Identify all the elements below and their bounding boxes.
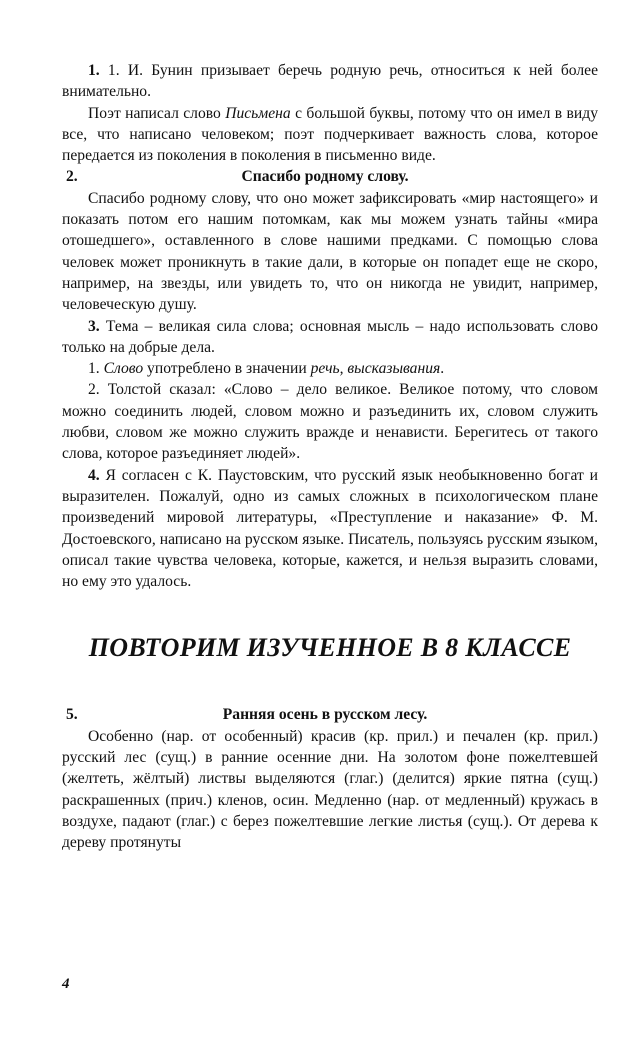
section-5-title: Ранняя осень в русском лесу. (222, 706, 428, 724)
section-3-paragraph-2: 1. Слово употреблено в значении речь, высказывания. (88, 360, 445, 378)
section-2-number: 2. (66, 168, 78, 186)
section-2-title: Спасибо родному слову. (241, 168, 409, 186)
section-5-number: 5. (66, 706, 78, 724)
section-1-paragraph-1: 1. 1. И. Бунин призывает беречь родную речь, относиться к ней более внимательно. (62, 62, 598, 101)
section-4-number: 4. (88, 466, 100, 484)
section-1-number: 1. (88, 62, 100, 79)
section-2-heading (62, 166, 598, 187)
page-body (62, 60, 598, 854)
section-4-paragraph: 4. Я согласен с К. Паустовским, что русский язык необыкновенно богат и выразителен. Пожалуй, одно из самых сложных в психологическом плане произведений мировой литературы, «Преступление и наказание» Ф. М. Достоевского, написано на русском языке. Писатель, пользуясь русским языком, описал такие чувства человека, которые, кажется, и нельзя выразить словами, но ему это удалось. (62, 466, 598, 591)
page-number: 4 (62, 976, 70, 992)
section-5-heading (62, 704, 598, 725)
section-1-paragraph-2: Поэт написал слово Письмена с большой буквы, потому что он имел в виду все, что написано человеком; поэт подчеркивает важность слова, которое передается из поколения в поколения в письменно виде. (62, 104, 598, 165)
section-3-number: 3. (88, 317, 100, 335)
section-3-paragraph-3: 2. Толстой сказал: «Слово – дело великое. Великое потому, что словом можно соединить людей, словом можно и разъединить их, словом служить любви, словом же можно служить вражде и ненависти. Берегитесь от такого слова, которое разъединяет людей». (62, 381, 598, 463)
section-3-paragraph-1: 3. Тема – великая сила слова; основная мысль – надо использовать слово только на добрые дела. (62, 317, 598, 356)
chapter-heading: ПОВТОРИМ ИЗУЧЕННОЕ В 8 КЛАССЕ (88, 633, 572, 663)
section-2-paragraph: Спасибо родному слову, что оно может зафиксировать «мир настоящего» и показать потом его нашим потомкам, как мы можем узнать тайны «мира отошедшего», оставленного в слове нашими предками. С помощью слова человек может проникнуть в такие дали, в которые он попадет еще не скоро, например, на звезды, или увидеть то, что он никогда не увидит, например, человеческую душу. (62, 189, 598, 314)
section-5-paragraph: Особенно (нар. от особенный) красив (кр. прил.) и печален (кр. прил.) русский лес (сущ.) в ранние осенние дни. На золотом фоне пожелтевшей (желтеть, жёлтый) листвы выделяются (глаг.) (делится) яркие пятна (сущ.) раскрашенных (прич.) кленов, осин. Медленно (нар. от медленный) кружась в воздухе, падают (глаг.) с берез пожелтевшие легкие листья (сущ.). От дерева к дереву протянуты (62, 727, 598, 852)
